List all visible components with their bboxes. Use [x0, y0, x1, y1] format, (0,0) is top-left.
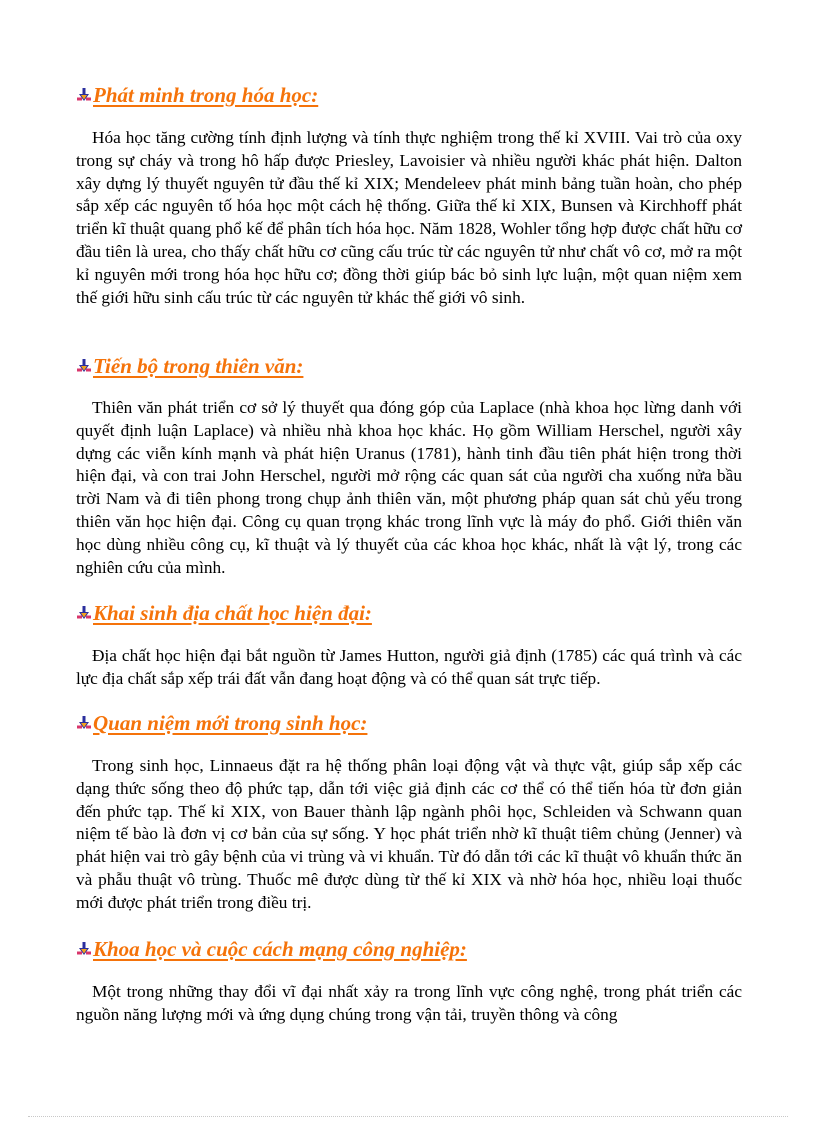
- section-paragraph-industry: Một trong những thay đổi vĩ đại nhất xảy ra trong lĩnh vực công nghệ, trong phát triển các nguồn năng lượng mới và ứng dụng chúng trong vận tải, truyền thông và công: [76, 982, 742, 1024]
- section-title: Khai sinh địa chất học hiện đại:: [93, 600, 372, 625]
- section-heading-astronomy: [76, 351, 303, 381]
- section-heading-biology: [76, 708, 367, 738]
- section-paragraph-chemistry: Hóa học tăng cường tính định lượng và tính thực nghiệm trong thế kỉ XVIII. Vai trò của oxy trong sự cháy và trong hô hấp được Priesley, Lavoisier và nhiều người khác phát hiện. Dalton xây dựng lý thuyết nguyên tử đầu thế kỉ XIX; Mendeleev phát minh bảng tuần hoàn, cho phép sắp xếp các nguyên tố hóa học một cách hệ thống. Giữa thế kỉ XIX, Bunsen và Kirchhoff phát triển kĩ thuật quang phổ kế để phân tích hóa học. Năm 1828, Wohler tổng hợp được chất hữu cơ đầu tiên là urea, cho thấy chất hữu cơ cũng cấu trúc từ các nguyên tử như chất vô cơ, mở ra một kỉ nguyên mới trong hóa học hữu cơ; đồng thời giúp bác bỏ sinh lực luận, một quan niệm xem thế giới hữu sinh cấu trúc từ các nguyên tử khác thế giới vô sinh.: [76, 128, 742, 307]
- bullet-arrow-icon: [76, 87, 92, 103]
- section-heading-geology: [76, 598, 372, 628]
- bullet-arrow-icon: [76, 715, 92, 731]
- section-heading-chemistry: [76, 80, 318, 110]
- section-paragraph-astronomy: Thiên văn phát triển cơ sở lý thuyết qua đóng góp của Laplace (nhà khoa học lừng danh với quyết định luận Laplace) và nhiều nhà khoa học khác. Họ gồm William Herschel, người xây dựng các viễn kính mạnh và phát hiện Uranus (1781), hành tinh đầu tiên phát hiện trong thời hiện đại, và con trai John Herschel, người mở rộng các quan sát của người cha xuống nửa bầu trời Nam và đi tiên phong trong chụp ảnh thiên văn, một phương pháp quan sát chủ yếu trong thiên văn học hiện đại. Công cụ quan trọng khác trong lĩnh vực là máy đo phổ. Giới thiên văn học dùng nhiều công cụ, kĩ thuật và lý thuyết của các khoa học khác, nhất là vật lý, trong các nghiên cứu của mình.: [76, 398, 742, 577]
- section-paragraph-biology: Trong sinh học, Linnaeus đặt ra hệ thống phân loại động vật và thực vật, giúp sắp xếp các dạng thức sống theo độ phức tạp, dẫn tới việc giả định các cơ thể có thể tiến hóa từ đơn giản đến phức tạp. Thế kỉ XIX, von Bauer thành lập ngành phôi học, Schleiden và Schwann quan niệm tế bào là đơn vị cơ bản của sự sống. Y học phát triển nhờ kĩ thuật tiêm chủng (Jenner) và phát hiện vai trò gây bệnh của vi trùng và vi khuẩn. Từ đó dẫn tới các kĩ thuật vô khuẩn thức ăn và phẫu thuật vô trùng. Thuốc mê được dùng từ thế kỉ XIX và nhờ hóa học, nhiều loại thuốc mới được phát triển trong điều trị.: [76, 756, 742, 912]
- section-title: Quan niệm mới trong sinh học:: [93, 710, 368, 735]
- section-paragraph-geology: Địa chất học hiện đại bắt nguồn từ James Hutton, người giả định (1785) các quá trình và các lực địa chất sắp xếp trái đất vẫn đang hoạt động và có thể quan sát trực tiếp.: [76, 646, 742, 688]
- bullet-arrow-icon: [76, 358, 92, 374]
- section-title: Khoa học và cuộc cách mạng công nghiệp:: [93, 936, 467, 961]
- bullet-arrow-icon: [76, 941, 92, 957]
- section-title: Phát minh trong hóa học:: [93, 82, 319, 107]
- page-bottom-rule: [28, 1116, 788, 1117]
- bullet-arrow-icon: [76, 605, 92, 621]
- section-title: Tiến bộ trong thiên văn:: [93, 353, 304, 378]
- section-heading-industry: [76, 934, 467, 964]
